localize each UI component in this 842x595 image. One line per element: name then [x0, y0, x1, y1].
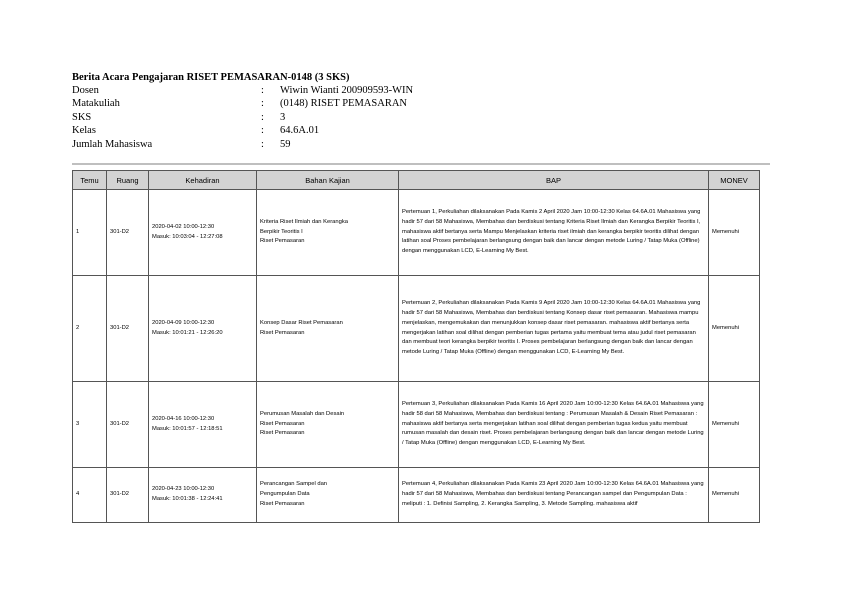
kehadiran-masuk: Masuk: 10:01:57 - 12:18:51	[152, 425, 223, 432]
cell-monev: Memenuhi	[709, 382, 760, 468]
cell-ruang: 301-D2	[107, 468, 149, 523]
bahan-line: Riset Pemasaran	[260, 420, 305, 427]
kehadiran-jadwal: 2020-04-23 10:00-12:30	[152, 486, 215, 493]
bahan-line: Konsep Dasar Riset Pemasaran	[260, 319, 343, 326]
table-row	[73, 468, 760, 523]
cell-bap: Pertemuan 2, Perkuliahan dilaksanakan Pada Kamis 9 April 2020 Jam 10:00-12:30 Kelas 64.6A.01 Mahasiswa yang hadir 57 dari 58 Mahasiswa, Membahas dan berdiskusi tentang Konsep dasar riset pemasaran. Mahasiswa mampu menjelaskan, mengemukakan dan menunjukkan konsep dasar riset pemasaran. mahasiswa aktif bertanya serta mengerjakan latihan soal dilihat dengan pemberian tugas pertama yaitu membuat tema atau judul riset pemasaran dan membuat teori kerangka berpikir teoritis I. Proses pembelajaran berlangsung dengan baik dan lancar dengan metode Luring / Tatap Muka (Offline) dengan menggunakan LCD, E-Learning My Best.	[399, 276, 709, 382]
col-header-bahan-kajian: Bahan Kajian	[257, 171, 399, 190]
col-header-ruang: Ruang	[107, 171, 149, 190]
col-header-bap: BAP	[399, 171, 709, 190]
cell-ruang: 301-D2	[107, 382, 149, 468]
bahan-line: Berpikir Teoritis I	[260, 228, 303, 235]
cell-temu: 1	[73, 190, 107, 276]
cell-bahan-kajian	[257, 468, 399, 523]
bahan-line: Riset Pemasaran	[260, 500, 305, 507]
field-label: Matakuliah	[72, 98, 120, 110]
kehadiran-masuk: Masuk: 10:01:38 - 12:24:41	[152, 496, 223, 502]
col-header-monev: MONEV	[709, 171, 760, 190]
table-row	[73, 276, 760, 382]
cell-kehadiran	[149, 382, 257, 468]
bahan-line: Kriteria Riset Ilmiah dan Kerangka	[260, 218, 348, 225]
kehadiran-masuk: Masuk: 10:01:21 - 12:26:20	[152, 329, 223, 336]
cell-ruang: 301-D2	[107, 190, 149, 276]
col-header-kehadiran: Kehadiran	[149, 171, 257, 190]
kehadiran-jadwal: 2020-04-09 10:00-12:30	[152, 319, 215, 326]
bahan-line: Riset Pemasaran	[260, 238, 305, 245]
field-value: 59	[280, 138, 291, 150]
field-label: Dosen	[72, 85, 99, 96]
field-dosen	[72, 84, 492, 97]
cell-temu: 3	[73, 382, 107, 468]
col-header-temu: Temu	[73, 171, 107, 190]
cell-kehadiran	[149, 468, 257, 523]
cell-bap: Pertemuan 4, Perkuliahan dilaksanakan Pada Kamis 23 April 2020 Jam 10:00-12:30 Kelas 64.6A.01 Mahasiswa yang hadir 57 dari 58 Mahasiswa, Membahas dan berdiskusi tentang Perancangan sampel dan Pengumpulan Data : meliputi : 1. Definisi Sampling, 2. Kerangka Sampling, 3. Metode Sampling. mahasiswa aktif	[399, 468, 709, 523]
cell-monev: Memenuhi	[709, 276, 760, 382]
field-colon: :	[261, 111, 264, 123]
report-header	[72, 71, 492, 151]
table-row	[73, 190, 760, 276]
field-label: Kelas	[72, 125, 96, 137]
field-value: Wiwin Wianti 200909593-WIN	[280, 85, 414, 96]
field-value: 64.6A.01	[280, 125, 320, 137]
table-row	[73, 382, 760, 468]
field-colon: :	[261, 98, 264, 110]
cell-monev: Memenuhi	[709, 190, 760, 276]
field-value: (0148) RISET PEMASARAN	[280, 98, 407, 110]
table-header-row	[73, 171, 760, 190]
cell-bahan-kajian	[257, 276, 399, 382]
report-title: Berita Acara Pengajaran RISET PEMASARAN-0148 (3 SKS)	[72, 72, 350, 83]
header-divider	[72, 163, 770, 165]
kehadiran-jadwal: 2020-04-16 10:00-12:30	[152, 415, 215, 422]
cell-ruang: 301-D2	[107, 276, 149, 382]
field-colon: :	[261, 125, 264, 137]
kehadiran-jadwal: 2020-04-02 10:00-12:30	[152, 223, 215, 230]
bahan-line: Perancangan Sampel dan	[260, 481, 328, 488]
kehadiran-masuk: Masuk: 10:03:04 - 12:27:08	[152, 233, 223, 240]
cell-temu: 2	[73, 276, 107, 382]
field-colon: :	[261, 85, 264, 96]
field-colon: :	[261, 138, 264, 150]
cell-kehadiran	[149, 276, 257, 382]
field-kelas	[72, 124, 492, 137]
cell-temu: 4	[73, 468, 107, 523]
cell-bap: Pertemuan 3, Perkuliahan dilaksanakan Pada Kamis 16 April 2020 Jam 10:00-12:30 Kelas 64.6A.01 Mahasiswa yang hadir 58 dari 58 Mahasiswa, Membahas dan berdiskusi tentang : Perumusan Masalah & Desain Riset Pemasaran : mahasiswa aktif bertanya serta mengerjakan latihan soal dilihat dengan pemberian tugas kedua yaitu membuat rumusan masalah dan desain riset. Proses pembelajaran berlangsung dengan baik dan lancar dengan metode Luring / Tatap Muka (Offline) dengan menggunakan LCD, E-Learning My Best.	[399, 382, 709, 468]
field-label: Jumlah Mahasiswa	[72, 138, 153, 150]
cell-bahan-kajian	[257, 190, 399, 276]
bahan-line: Riset Pemasaran	[260, 329, 305, 336]
field-label: SKS	[72, 111, 92, 123]
field-sks	[72, 111, 492, 124]
cell-bahan-kajian	[257, 382, 399, 468]
cell-kehadiran	[149, 190, 257, 276]
field-value: 3	[280, 111, 286, 123]
field-matakuliah	[72, 97, 492, 110]
bahan-line: Riset Pemasaran	[260, 430, 305, 437]
cell-monev: Memenuhi	[709, 468, 760, 523]
bap-table	[72, 170, 760, 523]
bahan-line: Pengumpulan Data	[260, 491, 310, 498]
field-jumlah-mahasiswa	[72, 138, 492, 151]
bahan-line: Perumusan Masalah dan Desain	[260, 410, 345, 417]
cell-bap: Pertemuan 1, Perkuliahan dilaksanakan Pada Kamis 2 April 2020 Jam 10:00-12:30 Kelas 64.6A.01 Mahasiswa yang hadir 57 dari 58 Mahasiswa, Membahas dan berdiskusi tentang Kriteria Riset Ilmiah dan Kerangka Berpikir Teoritis I, mahasiswa aktif bertanya serta Mampu Menjelaskan kriteria riset ilmiah dan kerangka berpikir teoritis dilihat dengan latihan soal Proses pembelajaran berlangsung dengan baik dan lancar dengan metode Luring / Tatap Muka (Offline) dengan menggunakan LCD, E-Learning My Best.	[399, 190, 709, 276]
